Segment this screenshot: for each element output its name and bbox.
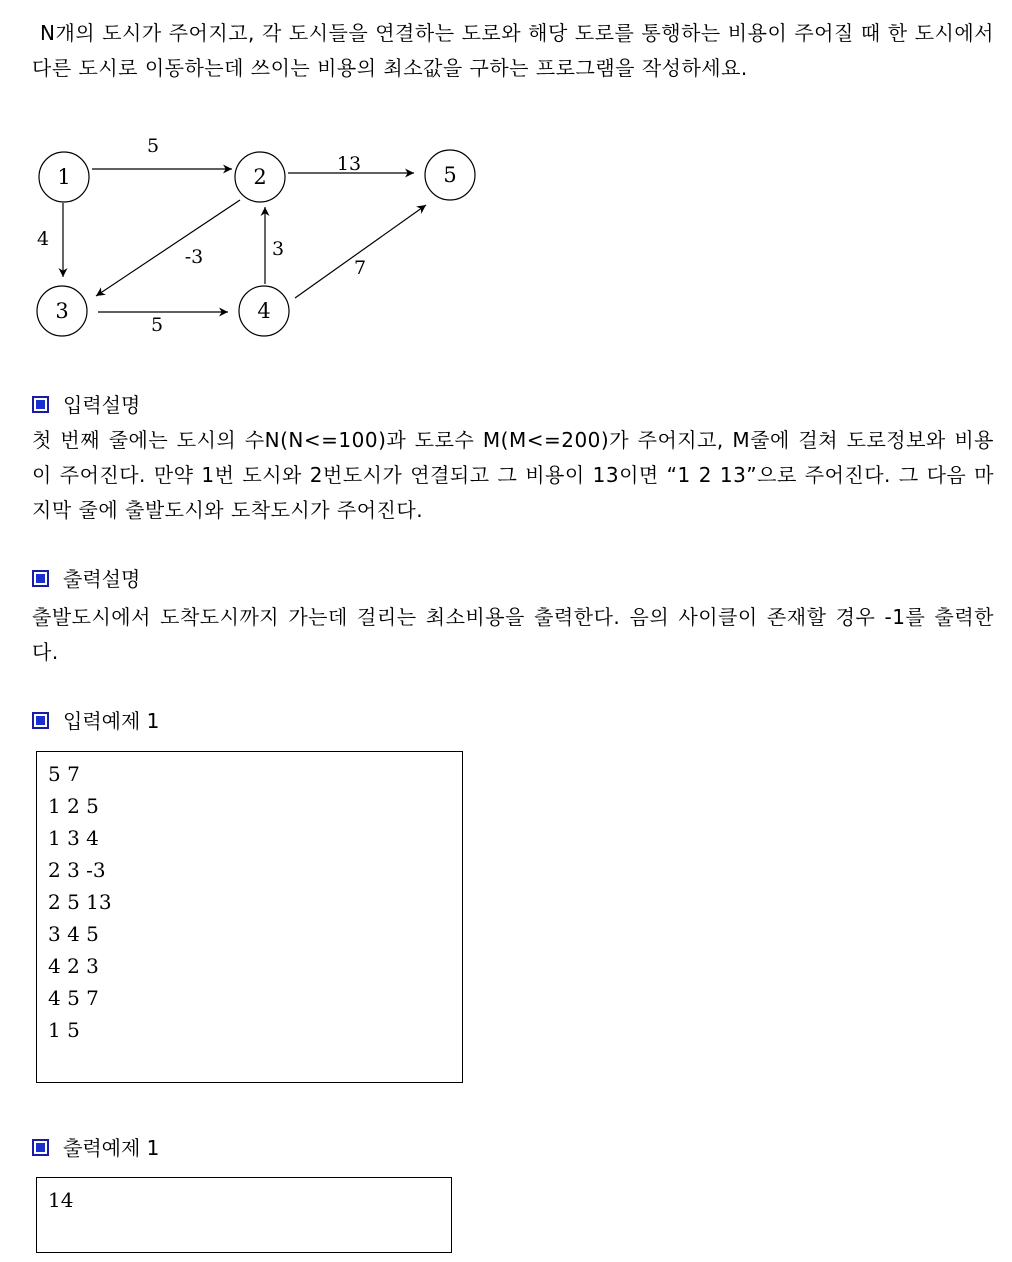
edge-weight: 3 bbox=[271, 238, 285, 260]
input-description: 첫 번째 줄에는 도시의 수N(N<=100)과 도로수 M(M<=200)가 주어지고, M줄에 걸쳐 도로정보와 비용이 주어진다. 만약 1번 도시와 2번도시가 연결되고 그 비용이 13이면 “1 2 13”으로 주어진다. 그 다음 마지막 줄에 출발도시와 도착도시가 주어진다. bbox=[32, 428, 994, 522]
edge-weight: 4 bbox=[36, 228, 50, 250]
problem-description: N개의 도시가 주어지고, 각 도시들을 연결하는 도로와 해당 도로를 통행하는 비용이 주어질 때 한 도시에서 다른 도시로 이동하는데 쓰이는 비용의 최소값을 구하는 프로그램을 작성하세요. bbox=[32, 21, 994, 80]
edge-2-3 bbox=[96, 200, 240, 296]
example-output-label: 출력예제 1 bbox=[63, 1136, 160, 1160]
code-line: 2 5 13 bbox=[48, 890, 112, 914]
node-label: 3 bbox=[55, 299, 69, 323]
edge-weight: 5 bbox=[146, 135, 160, 157]
code-line: 4 5 7 bbox=[48, 986, 99, 1010]
square-bullet-icon bbox=[32, 570, 49, 587]
example-input-lines bbox=[48, 758, 112, 1046]
edge-weight: 5 bbox=[150, 314, 164, 336]
square-bullet-icon bbox=[32, 1139, 49, 1156]
node-label: 2 bbox=[253, 165, 267, 189]
code-line: 1 2 5 bbox=[48, 794, 99, 818]
code-line: 1 3 4 bbox=[48, 826, 99, 850]
code-line: 5 7 bbox=[48, 762, 80, 786]
input-heading bbox=[32, 390, 140, 420]
example-input-heading bbox=[32, 706, 159, 736]
input-heading-label: 입력설명 bbox=[63, 393, 141, 417]
node-label: 5 bbox=[443, 163, 457, 187]
square-bullet-icon bbox=[32, 712, 49, 729]
square-bullet-icon bbox=[32, 396, 49, 413]
edge-4-5 bbox=[295, 205, 426, 298]
node-label: 4 bbox=[257, 299, 271, 323]
node-label: 1 bbox=[57, 165, 71, 189]
edge-weight: 13 bbox=[336, 153, 362, 175]
example-input-box bbox=[36, 751, 463, 1083]
code-line: 1 5 bbox=[48, 1018, 80, 1042]
code-line: 14 bbox=[48, 1188, 74, 1212]
graph-diagram bbox=[0, 130, 520, 350]
example-output-heading bbox=[32, 1133, 159, 1163]
example-output-lines bbox=[48, 1184, 73, 1216]
code-line: 4 2 3 bbox=[48, 954, 99, 978]
example-output-box bbox=[36, 1177, 452, 1253]
edge-weight: -3 bbox=[184, 246, 204, 268]
example-input-label: 입력예제 1 bbox=[63, 709, 160, 733]
code-line: 3 4 5 bbox=[48, 922, 99, 946]
edge-weight: 7 bbox=[353, 257, 367, 279]
output-heading bbox=[32, 564, 140, 594]
code-line: 2 3 -3 bbox=[48, 858, 106, 882]
output-description: 출발도시에서 도착도시까지 가는데 걸리는 최소비용을 출력한다. 음의 사이클이 존재할 경우 -1를 출력한다. bbox=[32, 605, 994, 664]
output-heading-label: 출력설명 bbox=[63, 567, 141, 591]
